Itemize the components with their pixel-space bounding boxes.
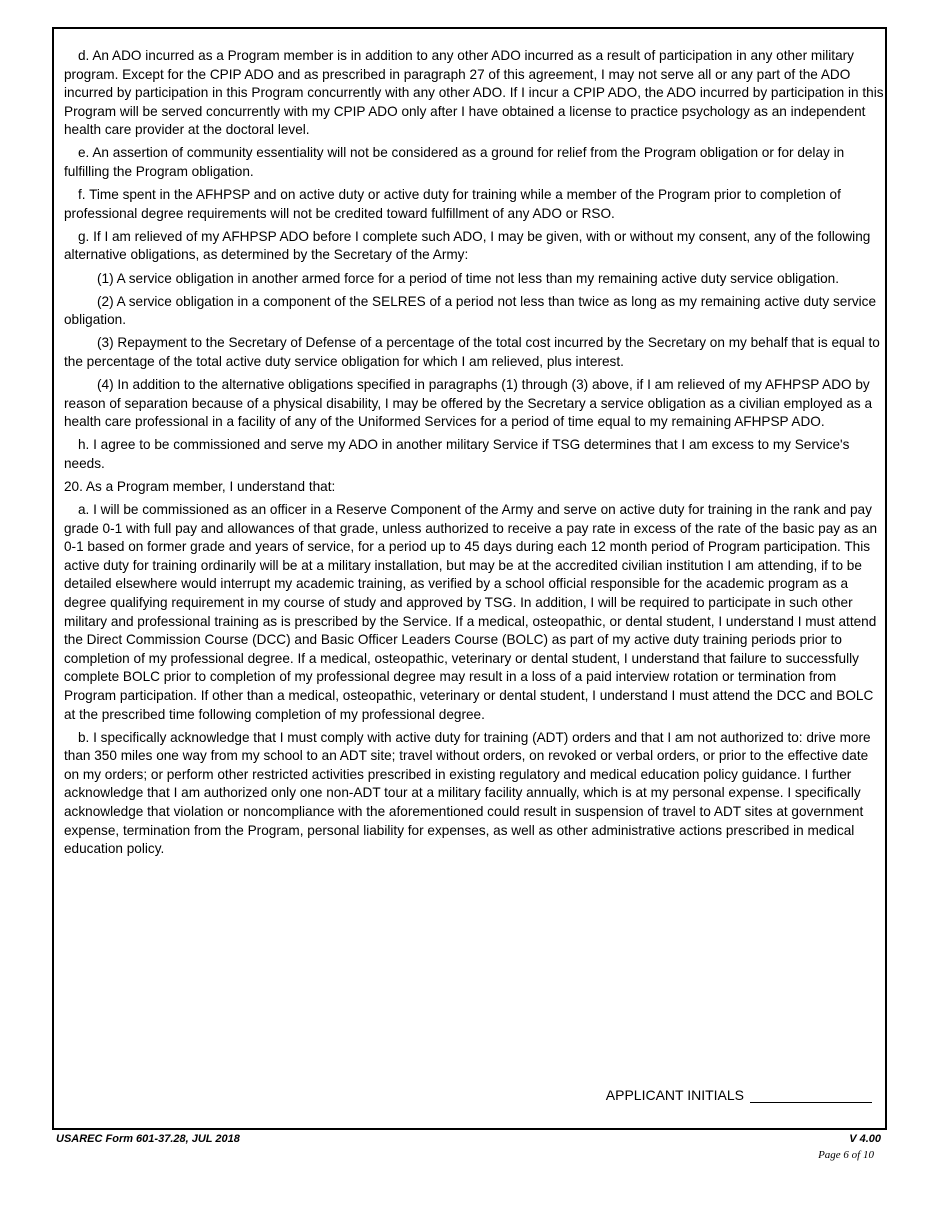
paragraph-19g: g. If I am relieved of my AFHPSP ADO before I complete such ADO, I may be given, with or without my consent, any of the following alternative obligations, as determined by the Secretary of the Army: [64,228,871,263]
paragraph-19g-3: (3) Repayment to the Secretary of Defense of a percentage of the total cost incurred by the Secretary on my behalf that is equal to the percentage of the total active duty service obligation for which I am relieved, plus interest. [64,335,880,369]
paragraph-19g-4: (4) In addition to the alternative obligations specified in paragraphs (1) through (3) above, if I am relieved of my AFHPSP ADO by reason of separation because of a physical disability, I may be offered by the Secretary a service obligation as a civilian employed as a health care professional in a facility of any of the Uniformed Services for a period of time equal to my remaining AFHPSP ADO. [64,377,873,430]
paragraph-19g-1: (1) A service obligation in another armed force for a period of time not less than my remaining active duty service obligation. [97,270,839,286]
form-identifier: USAREC Form 601-37.28, JUL 2018 [56,1133,240,1145]
paragraph-20b: b. I specifically acknowledge that I must comply with active duty for training (ADT) orders and that I am not authorized to: drive more than 350 miles one way from my school to an ADT site; travel without orders, on revoked or verbal orders, or prior to the effective date on my orders; or perform other restricted activities prescribed in existing regulatory and medical education policy guidance. I further acknowledge that I am authorized only one non-ADT tour at a military facility annually, which is at my personal expense. I specifically acknowledge that violation or noncompliance with the aforementioned could result in suspension of travel to ADT sites at government expense, termination from the Program, personal liability for expenses, as well as other administrative actions prescribed in medical education policy. [64,729,871,857]
paragraph-20: 20. As a Program member, I understand that: [64,478,336,494]
applicant-initials-field[interactable] [750,1088,872,1103]
paragraph-19f: f. Time spent in the AFHPSP and on active duty or active duty for training while a member of the Program prior to completion of professional degree requirements will not be credited toward fulfillment of any ADO or RSO. [64,187,841,221]
paragraph-19g-2: (2) A service obligation in a component of the SELRES of a period not less than twice as long as my remaining active duty service obligation. [64,293,877,328]
page-number: Page 6 of 10 [818,1149,874,1161]
paragraph-19e: e. An assertion of community essentiality will not be considered as a ground for relief from the Program obligation or for delay in fulfilling the Program obligation. [64,145,845,180]
paragraph-19d: d. An ADO incurred as a Program member is in addition to any other ADO incurred as a result of participation in any other military program. Except for the CPIP ADO and as prescribed in paragraph 27 of this agreement, I may not serve all or any part of the ADO incurred by participation in this Program concurrently with any other ADO. If I incur a CPIP ADO, the ADO incurred by participation in this Program will be served concurrently with my CPIP ADO only after I have obtained a license to practice psychology as an independent health care provider at the doctoral level. [64,48,884,138]
paragraph-20a: a. I will be commissioned as an officer in a Reserve Component of the Army and serve on active duty for training in the rank and pay grade 0-1 with full pay and allowances of that grade, unless authorized to receive a pay rate in excess of the rate of the basic pay as an 0-1 based on former grade and years of service, for a period up to 45 days during each 12 month period of Program participation. This active duty for training ordinarily will be at a military installation, but may be at the accredited civilian institution I am attending, if to be detailed elsewhere would interrupt my academic training, as verified by a school official responsible for the academic program as a degree qualifying requirement in my course of study and approved by TSG. In addition, I will be required to participate in such other military and professional training as is prescribed by the Service. If a medical, osteopathic, or dental student, I understand I must attend the Direct Commission Course (DCC) and Basic Officer Leaders Course (BOLC) as part of my active duty training periods prior to completion of my professional degree. If a medical, osteopathic, veterinary or dental student, I understand that failure to successfully complete BOLC prior to completion of my professional degree may result in a loss of a paid interview rotation or termination from Program participation. If other than a medical, osteopathic, veterinary or dental student, I understand I must attend the DCC and BOLC at the prescribed time following completion of my professional degree. [64,502,878,722]
form-version: V 4.00 [849,1133,881,1145]
document-body [64,47,886,863]
applicant-initials [606,1087,872,1103]
applicant-initials-label: APPLICANT INITIALS [605,1087,744,1103]
paragraph-19h: h. I agree to be commissioned and serve my ADO in another military Service if TSG determines that I am excess to my Service's needs. [64,437,850,471]
page-frame [52,27,887,1130]
